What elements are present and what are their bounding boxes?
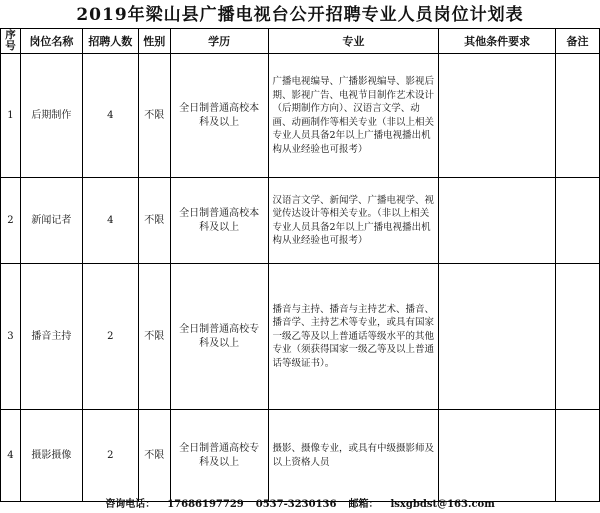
row-gender: 不限 — [138, 264, 170, 410]
recruitment-table — [0, 28, 600, 502]
row-position: 摄影摄像 — [20, 410, 82, 502]
row-major: 摄影、摄像专业，或具有中级摄影师及以上资格人员 — [268, 410, 439, 502]
email-address: lsxgbdst@163.com — [390, 499, 495, 510]
header-education: 学历 — [170, 29, 268, 54]
page-title: 2019年梁山县广播电视台公开招聘专业人员岗位计划表 — [76, 5, 524, 25]
header-major: 专业 — [268, 29, 439, 54]
row-count: 2 — [82, 410, 138, 502]
row-gender: 不限 — [138, 410, 170, 502]
row-education: 全日制普通高校专科及以上 — [170, 264, 268, 410]
table-row — [1, 178, 600, 264]
row-notes — [556, 410, 600, 502]
row-seq: 2 — [1, 178, 21, 264]
phone-number-2: 0537-3230136 — [255, 499, 337, 510]
row-education: 全日制普通高校专科及以上 — [170, 410, 268, 502]
row-notes — [556, 264, 600, 410]
row-seq: 1 — [1, 54, 21, 178]
row-other — [439, 54, 556, 178]
table-row — [1, 410, 600, 502]
row-seq: 3 — [1, 264, 21, 410]
phone-number-1: 17686197729 — [167, 499, 244, 510]
row-position: 新闻记者 — [20, 178, 82, 264]
header-position: 岗位名称 — [20, 29, 82, 54]
row-other — [439, 410, 556, 502]
row-notes — [556, 178, 600, 264]
header-gender: 性别 — [138, 29, 170, 54]
row-major: 播音与主持、播音与主持艺术、播音、播音学、主持艺术等专业，或具有国家一级乙等及以上普通话等级水平的其他专业（须获得国家一级乙等及以上普通话等级证书）。 — [268, 264, 439, 410]
row-education: 全日制普通高校本科及以上 — [170, 54, 268, 178]
header-row — [1, 29, 600, 54]
row-notes — [556, 54, 600, 178]
row-other — [439, 178, 556, 264]
contact-footer — [0, 498, 600, 512]
row-position: 播音主持 — [20, 264, 82, 410]
header-other: 其他条件要求 — [439, 29, 556, 54]
row-gender: 不限 — [138, 54, 170, 178]
header-seq: 序号 — [1, 29, 21, 54]
phone-label: 咨询电话： — [105, 499, 156, 510]
row-count: 2 — [82, 264, 138, 410]
header-count: 招聘人数 — [82, 29, 138, 54]
row-major: 汉语言文学、新闻学、广播电视学、视觉传达设计等相关专业。（非以上相关专业人员具备2年以上广播电视播出机构从业经验也可报考） — [268, 178, 439, 264]
row-major: 广播电视编导、广播影视编导、影视后期、影视广告、电视节目制作艺术设计（后期制作方向）、汉语言文学、动画、动画制作等相关专业（非以上相关专业人员具备2年以上广播电视播出机构从业经验也可报考） — [268, 54, 439, 178]
row-other — [439, 264, 556, 410]
email-label: 邮箱： — [348, 499, 379, 510]
table-row — [1, 54, 600, 178]
row-seq: 4 — [1, 410, 21, 502]
table-row — [1, 264, 600, 410]
row-count: 4 — [82, 178, 138, 264]
row-position: 后期制作 — [20, 54, 82, 178]
row-count: 4 — [82, 54, 138, 178]
header-notes: 备注 — [556, 29, 600, 54]
row-gender: 不限 — [138, 178, 170, 264]
row-education: 全日制普通高校本科及以上 — [170, 178, 268, 264]
